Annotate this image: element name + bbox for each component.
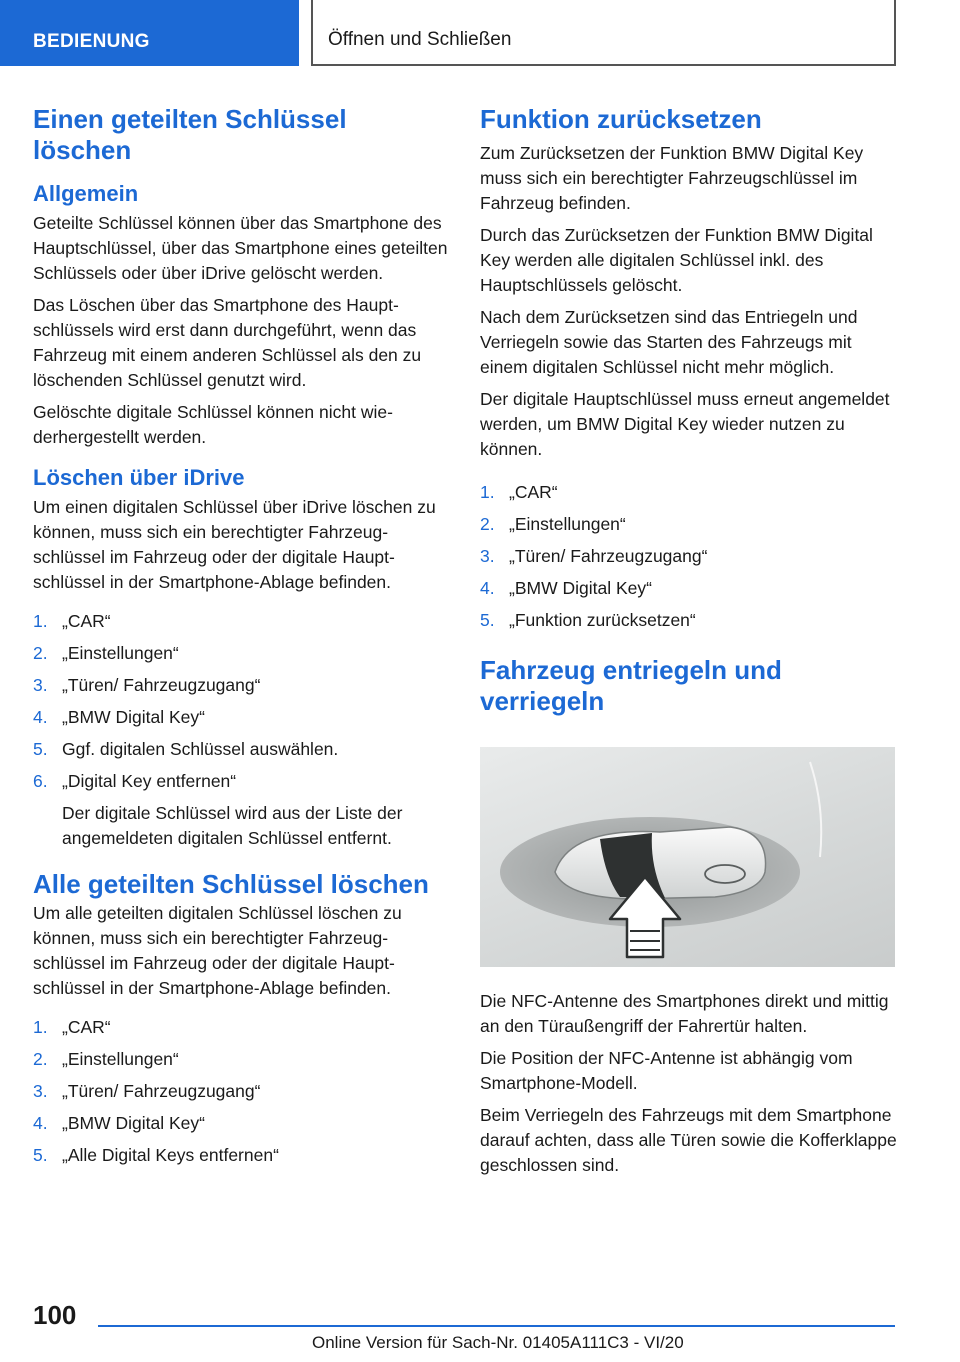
door-handle-nfc-icon xyxy=(480,747,895,967)
paragraph: Das Löschen über das Smartphone des Hauptschlüssels wird erst dann durchgeführt, wenn das Fahrzeug mit einem anderen Schlüssel als den zu löschenden Schlüssel genutzt wird. xyxy=(33,295,422,390)
paragraph: Geteilte Schlüssel können über das Smartphone des Hauptschlüssel, über das Smartphone eines geteilten Schlüssels oder über iDrive gelöscht werden. xyxy=(33,213,448,283)
list-item: 6. „Digital Key entfernen“ Der digitale Schlüssel wird aus der Liste der angemeldeten digitalen Schlüssel entfernt. xyxy=(33,769,451,851)
right-column xyxy=(480,100,898,1185)
paragraph: Gelöschte digitale Schlüssel können nicht wiederhergestellt werden. xyxy=(33,402,393,447)
heading-unlock-lock-vehicle: Fahrzeug entriegeln und verriegeln xyxy=(480,655,782,716)
list-item: 1. „CAR“ xyxy=(33,1017,111,1037)
list-item: 1. „CAR“ xyxy=(33,611,111,631)
footer-divider xyxy=(98,1325,895,1327)
paragraph: Um einen digitalen Schlüssel über iDrive löschen zu können, muss sich ein berechtigter Fahrzeugschlüssel im Fahrzeug oder der digitale Hauptschlüssel in der Smartphone-Ablage befinden. xyxy=(33,497,436,592)
section-tab: BEDIENUNG xyxy=(0,0,299,66)
heading-delete-all-shared-keys: Alle geteilten Schlüssel löschen xyxy=(33,869,429,899)
page-number: 100 xyxy=(33,1300,77,1330)
left-column xyxy=(33,100,451,1180)
list-item: 5. „Funktion zurücksetzen“ xyxy=(480,610,696,630)
door-handle-illustration xyxy=(480,747,895,967)
list-item: 4. „BMW Digital Key“ xyxy=(480,578,652,598)
heading-delete-shared-key: Einen geteilten Schlüssel löschen xyxy=(33,104,347,165)
chapter-title: Öffnen und Schließen xyxy=(311,0,896,66)
paragraph: Die Position der NFC-Antenne ist abhängig vom Smartphone-Modell. xyxy=(480,1048,853,1093)
paragraph: Der digitale Hauptschlüssel muss erneut angemeldet werden, um BMW Digital Key wieder nutzen zu können. xyxy=(480,389,890,459)
list-item: 3. „Türen/ Fahrzeugzugang“ xyxy=(33,675,261,695)
paragraph: Beim Verriegeln des Fahrzeugs mit dem Smartphone darauf achten, dass alle Türen sowie die Kofferklappe geschlossen sind. xyxy=(480,1105,897,1175)
list-item: 3. „Türen/ Fahrzeugzugang“ xyxy=(480,546,708,566)
heading-reset-function: Funktion zurücksetzen xyxy=(480,104,762,134)
list-item: 4. „BMW Digital Key“ xyxy=(33,1113,205,1133)
paragraph: Durch das Zurücksetzen der Funktion BMW Digital Key werden alle digitalen Schlüssel inkl. des Hauptschlüssels gelöscht. xyxy=(480,225,873,295)
paragraph: Nach dem Zurücksetzen sind das Entriegeln und Verriegeln sowie das Starten des Fahrzeugs mit einem digitalen Schlüssel nicht mehr möglich. xyxy=(480,307,858,377)
list-item: 2. „Einstellungen“ xyxy=(480,514,626,534)
heading-general: Allgemein xyxy=(33,181,139,206)
footer-online-version: Online Version für Sach-Nr. 01405A111C3 - VI/20 xyxy=(312,1333,684,1352)
steps-list-delete-all xyxy=(33,1015,451,1168)
heading-delete-via-idrive: Löschen über iDrive xyxy=(33,465,245,490)
steps-list-idrive xyxy=(33,609,451,851)
steps-list-reset xyxy=(480,480,898,633)
list-item-note: Der digitale Schlüssel wird aus der Liste der angemeldeten digitalen Schlüssel entfernt. xyxy=(62,803,403,848)
list-item: 4. „BMW Digital Key“ xyxy=(33,707,205,727)
list-item: 3. „Türen/ Fahrzeugzugang“ xyxy=(33,1081,261,1101)
list-item: 1. „CAR“ xyxy=(480,482,558,502)
paragraph: Die NFC-Antenne des Smartphones direkt und mittig an den Türaußengriff der Fahrertür halten. xyxy=(480,991,889,1036)
list-item: 5. „Alle Digital Keys entfernen“ xyxy=(33,1145,279,1165)
paragraph: Zum Zurücksetzen der Funktion BMW Digital Key muss sich ein berechtigter Fahrzeugschlüssel im Fahrzeug befinden. xyxy=(480,143,864,213)
list-item: 5. Ggf. digitalen Schlüssel auswählen. xyxy=(33,739,339,759)
list-item: 2. „Einstellungen“ xyxy=(33,643,179,663)
paragraph: Um alle geteilten digitalen Schlüssel löschen zu können, muss sich ein berechtigter Fahrzeugschlüssel im Fahrzeug oder der digitale Hauptschlüssel in der Smartphone-Ablage befinden. xyxy=(33,903,402,998)
list-item: 2. „Einstellungen“ xyxy=(33,1049,179,1069)
page-header xyxy=(0,0,960,66)
